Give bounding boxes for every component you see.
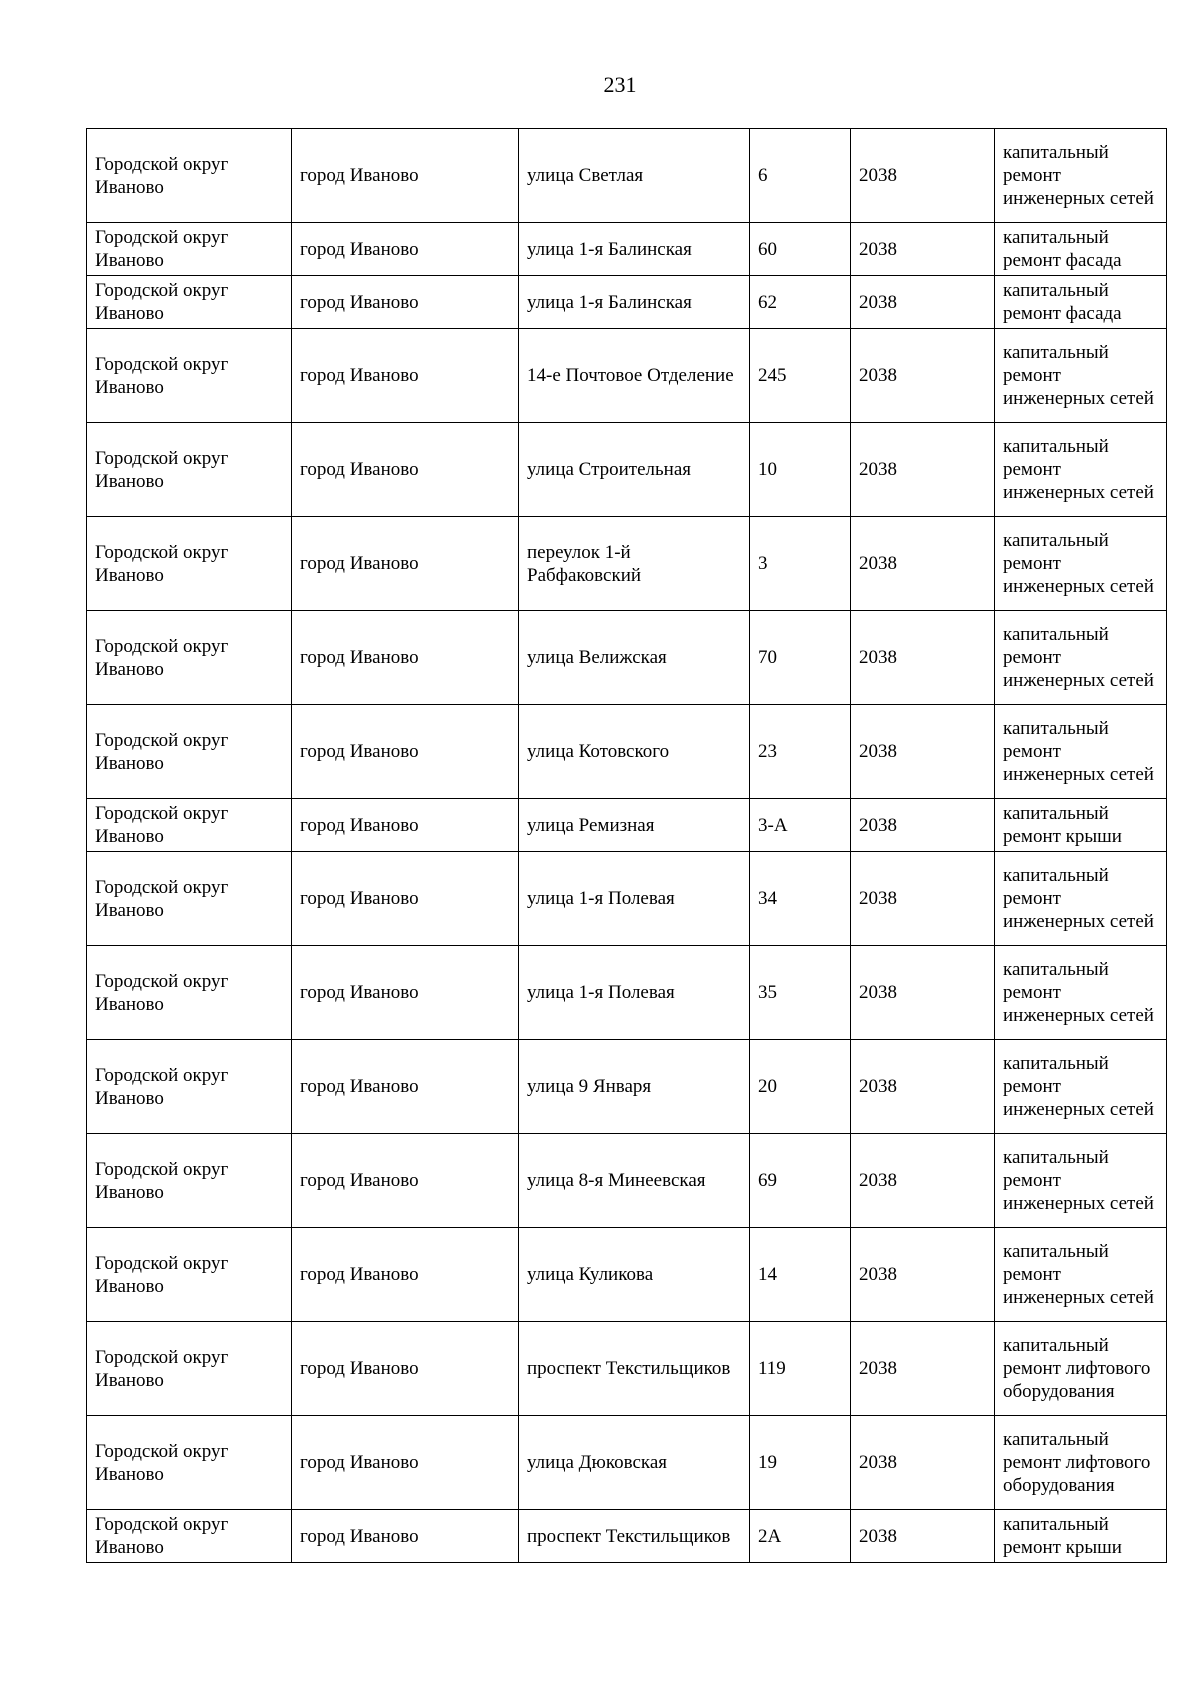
district-cell: Городской округ Иваново [87, 799, 292, 852]
work-type-cell: капитальный ремонт фасада [995, 276, 1167, 329]
locality-cell: город Иваново [292, 517, 519, 611]
house-cell: 70 [750, 611, 851, 705]
work-type-cell: капитальный ремонт инженерных сетей [995, 705, 1167, 799]
year-cell: 2038 [851, 276, 995, 329]
house-cell: 119 [750, 1322, 851, 1416]
street-cell: улица 1-я Балинская [519, 276, 750, 329]
locality-cell: город Иваново [292, 946, 519, 1040]
house-cell: 62 [750, 276, 851, 329]
house-cell: 19 [750, 1416, 851, 1510]
district-cell: Городской округ Иваново [87, 517, 292, 611]
district-cell: Городской округ Иваново [87, 1416, 292, 1510]
house-cell: 245 [750, 329, 851, 423]
district-cell: Городской округ Иваново [87, 946, 292, 1040]
street-cell: 14-е Почтовое Отделение [519, 329, 750, 423]
table-row [87, 329, 1167, 423]
table-row [87, 1510, 1167, 1563]
work-type-cell: капитальный ремонт инженерных сетей [995, 329, 1167, 423]
table-body [87, 129, 1167, 1563]
house-cell: 60 [750, 223, 851, 276]
table-row [87, 517, 1167, 611]
year-cell: 2038 [851, 1322, 995, 1416]
table-row [87, 611, 1167, 705]
table-row [87, 129, 1167, 223]
street-cell: улица 1-я Полевая [519, 946, 750, 1040]
house-cell: 23 [750, 705, 851, 799]
locality-cell: город Иваново [292, 1416, 519, 1510]
locality-cell: город Иваново [292, 223, 519, 276]
table-row [87, 1134, 1167, 1228]
year-cell: 2038 [851, 1228, 995, 1322]
year-cell: 2038 [851, 611, 995, 705]
locality-cell: город Иваново [292, 1134, 519, 1228]
locality-cell: город Иваново [292, 1510, 519, 1563]
street-cell: улица 8-я Минеевская [519, 1134, 750, 1228]
house-cell: 34 [750, 852, 851, 946]
street-cell: улица Велижская [519, 611, 750, 705]
work-type-cell: капитальный ремонт крыши [995, 799, 1167, 852]
house-cell: 35 [750, 946, 851, 1040]
locality-cell: город Иваново [292, 423, 519, 517]
locality-cell: город Иваново [292, 276, 519, 329]
house-cell: 3 [750, 517, 851, 611]
table-row [87, 423, 1167, 517]
table-row [87, 223, 1167, 276]
house-cell: 20 [750, 1040, 851, 1134]
year-cell: 2038 [851, 852, 995, 946]
table-row [87, 852, 1167, 946]
year-cell: 2038 [851, 129, 995, 223]
work-type-cell: капитальный ремонт инженерных сетей [995, 1134, 1167, 1228]
table-row [87, 1322, 1167, 1416]
street-cell: проспект Текстильщиков [519, 1322, 750, 1416]
street-cell: улица 9 Января [519, 1040, 750, 1134]
year-cell: 2038 [851, 705, 995, 799]
street-cell: переулок 1-й Рабфаковский [519, 517, 750, 611]
year-cell: 2038 [851, 1510, 995, 1563]
house-cell: 10 [750, 423, 851, 517]
year-cell: 2038 [851, 946, 995, 1040]
table-row [87, 1228, 1167, 1322]
work-type-cell: капитальный ремонт инженерных сетей [995, 946, 1167, 1040]
street-cell: улица Куликова [519, 1228, 750, 1322]
street-cell: улица 1-я Полевая [519, 852, 750, 946]
work-type-cell: капитальный ремонт инженерных сетей [995, 1040, 1167, 1134]
district-cell: Городской округ Иваново [87, 611, 292, 705]
work-type-cell: капитальный ремонт инженерных сетей [995, 517, 1167, 611]
year-cell: 2038 [851, 223, 995, 276]
house-cell: 69 [750, 1134, 851, 1228]
table-row [87, 799, 1167, 852]
work-type-cell: капитальный ремонт фасада [995, 223, 1167, 276]
table-row [87, 946, 1167, 1040]
district-cell: Городской округ Иваново [87, 852, 292, 946]
district-cell: Городской округ Иваново [87, 423, 292, 517]
work-type-cell: капитальный ремонт инженерных сетей [995, 1228, 1167, 1322]
locality-cell: город Иваново [292, 1322, 519, 1416]
locality-cell: город Иваново [292, 799, 519, 852]
locality-cell: город Иваново [292, 852, 519, 946]
table-row [87, 705, 1167, 799]
district-cell: Городской округ Иваново [87, 705, 292, 799]
table-row [87, 1416, 1167, 1510]
table-row [87, 1040, 1167, 1134]
work-type-cell: капитальный ремонт инженерных сетей [995, 129, 1167, 223]
year-cell: 2038 [851, 423, 995, 517]
year-cell: 2038 [851, 1040, 995, 1134]
locality-cell: город Иваново [292, 1228, 519, 1322]
locality-cell: город Иваново [292, 329, 519, 423]
house-cell: 14 [750, 1228, 851, 1322]
locality-cell: город Иваново [292, 129, 519, 223]
street-cell: улица Ремизная [519, 799, 750, 852]
table-row [87, 276, 1167, 329]
locality-cell: город Иваново [292, 1040, 519, 1134]
locality-cell: город Иваново [292, 611, 519, 705]
street-cell: улица Светлая [519, 129, 750, 223]
house-cell: 3-А [750, 799, 851, 852]
district-cell: Городской округ Иваново [87, 1040, 292, 1134]
district-cell: Городской округ Иваново [87, 329, 292, 423]
district-cell: Городской округ Иваново [87, 1510, 292, 1563]
work-type-cell: капитальный ремонт лифтового оборудования [995, 1416, 1167, 1510]
work-type-cell: капитальный ремонт лифтового оборудования [995, 1322, 1167, 1416]
work-type-cell: капитальный ремонт инженерных сетей [995, 852, 1167, 946]
year-cell: 2038 [851, 329, 995, 423]
year-cell: 2038 [851, 1134, 995, 1228]
work-type-cell: капитальный ремонт инженерных сетей [995, 611, 1167, 705]
house-cell: 2А [750, 1510, 851, 1563]
repair-schedule-table [86, 128, 1167, 1563]
street-cell: проспект Текстильщиков [519, 1510, 750, 1563]
work-type-cell: капитальный ремонт крыши [995, 1510, 1167, 1563]
house-cell: 6 [750, 129, 851, 223]
year-cell: 2038 [851, 517, 995, 611]
district-cell: Городской округ Иваново [87, 129, 292, 223]
district-cell: Городской округ Иваново [87, 276, 292, 329]
work-type-cell: капитальный ремонт инженерных сетей [995, 423, 1167, 517]
locality-cell: город Иваново [292, 705, 519, 799]
year-cell: 2038 [851, 799, 995, 852]
district-cell: Городской округ Иваново [87, 1228, 292, 1322]
district-cell: Городской округ Иваново [87, 1322, 292, 1416]
year-cell: 2038 [851, 1416, 995, 1510]
street-cell: улица Котовского [519, 705, 750, 799]
street-cell: улица Строительная [519, 423, 750, 517]
district-cell: Городской округ Иваново [87, 1134, 292, 1228]
page-number: 231 [603, 72, 637, 97]
street-cell: улица 1-я Балинская [519, 223, 750, 276]
street-cell: улица Дюковская [519, 1416, 750, 1510]
district-cell: Городской округ Иваново [87, 223, 292, 276]
